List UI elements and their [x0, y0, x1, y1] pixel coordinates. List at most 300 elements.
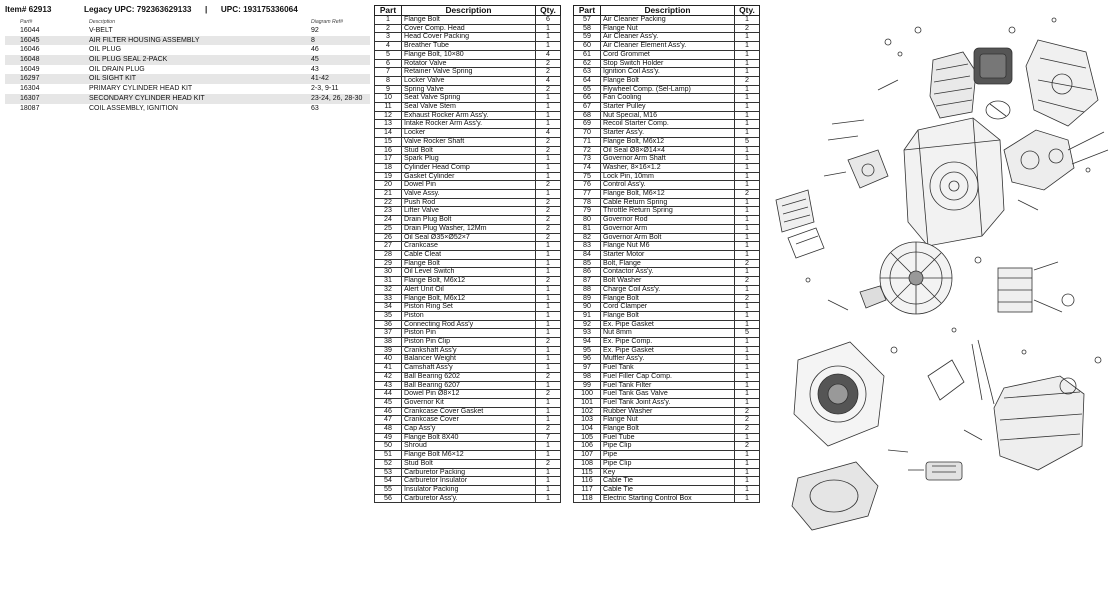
part-description: Nut Special, M16: [601, 111, 735, 120]
part-qty: 7: [536, 433, 561, 442]
part-description: Governor Arm Bolt: [601, 233, 735, 242]
part-qty: 1: [536, 120, 561, 129]
parts-row: [375, 85, 561, 94]
kit-diagram-ref: 8: [311, 36, 315, 44]
part-qty: 1: [536, 259, 561, 268]
parts-row: [375, 425, 561, 434]
part-qty: 2: [735, 259, 760, 268]
parts-row: [574, 76, 760, 85]
part-number: 91: [574, 311, 601, 320]
kit-description: AIR FILTER HOUSING ASSEMBLY: [89, 36, 200, 44]
part-description: Pipe Clip: [601, 442, 735, 451]
part-qty: 1: [536, 494, 561, 503]
parts-row: [574, 242, 760, 251]
parts-row: [375, 146, 561, 155]
parts-row: [375, 442, 561, 451]
part-description: Cable Tie: [601, 485, 735, 494]
part-qty: 1: [735, 268, 760, 277]
part-description: Valve Rocker Shaft: [402, 137, 536, 146]
part-description: Electric Starting Control Box: [601, 494, 735, 503]
part-number: 22: [375, 198, 402, 207]
part-number: 70: [574, 129, 601, 138]
part-description: Cap Ass'y: [402, 425, 536, 434]
parts-row: [375, 398, 561, 407]
part-description: Intake Rocker Arm Ass'y.: [402, 120, 536, 129]
parts-row: [375, 137, 561, 146]
part-qty: 1: [536, 190, 561, 199]
item-number: Item# 62913: [5, 5, 52, 14]
parts-row: [574, 50, 760, 59]
parts-row: [574, 338, 760, 347]
part-qty: 1: [536, 268, 561, 277]
part-qty: 2: [536, 68, 561, 77]
part-qty: 1: [735, 355, 760, 364]
part-qty: 5: [735, 137, 760, 146]
parts-row: [574, 433, 760, 442]
part-qty: 1: [735, 285, 760, 294]
part-description: Push Rod: [402, 198, 536, 207]
part-description: Fuel Tank Joint Ass'y.: [601, 398, 735, 407]
part-description: Fuel Tube: [601, 433, 735, 442]
item-header: [5, 4, 370, 15]
part-number: 58: [574, 24, 601, 33]
part-number: 78: [574, 198, 601, 207]
part-qty: 1: [735, 198, 760, 207]
kit-row: [5, 26, 370, 36]
parts-row: [574, 311, 760, 320]
part-description: Lock Pin, 10mm: [601, 172, 735, 181]
part-qty: 1: [735, 303, 760, 312]
parts-row: [574, 285, 760, 294]
part-qty: 2: [536, 146, 561, 155]
part-number: 66: [574, 94, 601, 103]
part-description: Flange Bolt, M6x12: [402, 294, 536, 303]
part-qty: 1: [735, 129, 760, 138]
part-description: Piston: [402, 311, 536, 320]
kit-part-number: 16307: [20, 94, 40, 102]
part-description: Recoil Starter Comp.: [601, 120, 735, 129]
part-description: Fan Cooling: [601, 94, 735, 103]
part-description: Flange Nut M6: [601, 242, 735, 251]
part-description: Air Cleaner Element Ass'y.: [601, 42, 735, 51]
part-number: 11: [375, 103, 402, 112]
part-description: Fuel Filler Cap Comp.: [601, 372, 735, 381]
parts-row: [375, 268, 561, 277]
part-qty: 1: [735, 250, 760, 259]
kit-row: [5, 84, 370, 94]
parts-row: [375, 181, 561, 190]
carburetor-drawing: [824, 120, 888, 188]
kit-part-number: 18087: [20, 104, 40, 112]
part-qty: 1: [735, 433, 760, 442]
part-qty: 2: [735, 190, 760, 199]
parts-row: [375, 416, 561, 425]
part-description: Oil Seal Ø8×Ø14×4: [601, 146, 735, 155]
part-description: Cord Grommet: [601, 50, 735, 59]
parts-row: [574, 111, 760, 120]
part-description: Flange Bolt, M6×12: [601, 190, 735, 199]
part-qty: 1: [735, 233, 760, 242]
starter-motor-drawing: [998, 262, 1074, 312]
parts-row: [375, 16, 561, 25]
part-number: 88: [574, 285, 601, 294]
part-description: Fuel Tank Gas Valve: [601, 390, 735, 399]
parts-row: [574, 181, 760, 190]
cylinder-head-drawing: [974, 40, 1098, 126]
part-qty: 2: [735, 76, 760, 85]
air-filter-drawing: [776, 190, 824, 258]
part-number: 30: [375, 268, 402, 277]
part-number: 45: [375, 398, 402, 407]
part-number: 51: [375, 451, 402, 460]
part-description: Cover Comp. Head: [402, 24, 536, 33]
parts-row: [574, 103, 760, 112]
parts-table-right: [573, 5, 760, 503]
part-qty: 2: [735, 416, 760, 425]
kit-row: [5, 45, 370, 55]
part-description: Ex. Pipe Gasket: [601, 346, 735, 355]
part-description: Flange Bolt M6×12: [402, 451, 536, 460]
part-description: Stud Bolt: [402, 146, 536, 155]
parts-row: [375, 477, 561, 486]
part-number: 2: [375, 24, 402, 33]
parts-row: [574, 59, 760, 68]
part-qty: 4: [536, 129, 561, 138]
part-qty: 2: [735, 24, 760, 33]
part-description: Charge Coil Ass'y.: [601, 285, 735, 294]
part-description: Pipe: [601, 451, 735, 460]
part-qty: 1: [536, 442, 561, 451]
part-description: Insulator Packing: [402, 485, 536, 494]
part-number: 73: [574, 155, 601, 164]
part-description: Oil Seal Ø35×Ø52×7: [402, 233, 536, 242]
part-description: Connecting Rod Ass'y: [402, 320, 536, 329]
part-number: 108: [574, 459, 601, 468]
part-qty: 1: [735, 120, 760, 129]
part-number: 86: [574, 268, 601, 277]
part-qty: 1: [735, 181, 760, 190]
part-description: Bolt, Flange: [601, 259, 735, 268]
part-number: 49: [375, 433, 402, 442]
part-description: Flange Bolt: [601, 425, 735, 434]
part-description: Rubber Washer: [601, 407, 735, 416]
part-qty: 1: [536, 364, 561, 373]
part-number: 74: [574, 163, 601, 172]
parts-row: [574, 155, 760, 164]
part-qty: 1: [735, 311, 760, 320]
part-number: 35: [375, 311, 402, 320]
parts-row: [574, 33, 760, 42]
parts-row: [375, 407, 561, 416]
part-number: 64: [574, 76, 601, 85]
part-qty: 2: [536, 338, 561, 347]
parts-row: [574, 494, 760, 503]
parts-row: [574, 320, 760, 329]
part-number: 84: [574, 250, 601, 259]
parts-row: [574, 146, 760, 155]
part-number: 79: [574, 207, 601, 216]
kit-description: V-BELT: [89, 27, 113, 34]
part-number: 12: [375, 111, 402, 120]
part-number: 82: [574, 233, 601, 242]
parts-row: [375, 224, 561, 233]
part-description: Flange Bolt, 10×80: [402, 50, 536, 59]
part-number: 23: [375, 207, 402, 216]
part-qty: 2: [735, 294, 760, 303]
part-number: 43: [375, 381, 402, 390]
parts-row: [574, 207, 760, 216]
parts-row: [574, 442, 760, 451]
part-description: Flange Bolt: [402, 16, 536, 25]
part-number: 6: [375, 59, 402, 68]
parts-row: [574, 137, 760, 146]
part-description: Starter Pulley: [601, 103, 735, 112]
part-number: 59: [574, 33, 601, 42]
col-qty: Qty.: [536, 6, 561, 16]
parts-row: [375, 459, 561, 468]
parts-row: [574, 303, 760, 312]
part-number: 4: [375, 42, 402, 51]
parts-row: [574, 250, 760, 259]
part-qty: 1: [536, 155, 561, 164]
recoil-starter-drawing: [792, 342, 884, 530]
part-number: 40: [375, 355, 402, 364]
parts-row: [375, 381, 561, 390]
part-number: 53: [375, 468, 402, 477]
parts-row: [574, 190, 760, 199]
part-number: 8: [375, 76, 402, 85]
part-number: 95: [574, 346, 601, 355]
part-qty: 1: [536, 329, 561, 338]
part-description: Shroud: [402, 442, 536, 451]
kit-description: OIL SIGHT KIT: [89, 75, 137, 83]
part-description: Seal Valve Stem: [402, 103, 536, 112]
part-qty: 1: [536, 303, 561, 312]
part-qty: 1: [735, 103, 760, 112]
part-qty: 1: [735, 146, 760, 155]
kit-description: SECONDARY CYLINDER HEAD KIT: [89, 94, 205, 102]
part-qty: 1: [536, 285, 561, 294]
part-description: Spring Valve: [402, 85, 536, 94]
part-qty: 1: [536, 163, 561, 172]
parts-row: [375, 76, 561, 85]
part-number: 104: [574, 425, 601, 434]
part-qty: 1: [735, 50, 760, 59]
part-qty: 2: [536, 198, 561, 207]
part-description: Flange Bolt, M6x12: [601, 137, 735, 146]
header-separator: |: [204, 5, 208, 14]
part-number: 69: [574, 120, 601, 129]
kit-description: OIL PLUG SEAL 2-PACK: [89, 56, 168, 64]
part-number: 57: [574, 16, 601, 25]
part-number: 31: [375, 277, 402, 286]
part-qty: 1: [735, 172, 760, 181]
part-number: 39: [375, 346, 402, 355]
part-description: Bolt Washer: [601, 277, 735, 286]
parts-row: [375, 277, 561, 286]
part-number: 102: [574, 407, 601, 416]
part-number: 65: [574, 85, 601, 94]
parts-row: [375, 451, 561, 460]
kit-table: [5, 26, 370, 113]
kit-diagram-ref: 46: [311, 46, 319, 54]
part-number: 101: [574, 398, 601, 407]
part-description: Dowel Pin: [402, 181, 536, 190]
part-number: 60: [574, 42, 601, 51]
part-description: Cable Return Spring: [601, 198, 735, 207]
parts-row: [574, 277, 760, 286]
part-description: Key: [601, 468, 735, 477]
kit-part-number: 16049: [20, 65, 40, 73]
part-number: 117: [574, 485, 601, 494]
part-description: Flange Nut: [601, 24, 735, 33]
parts-row: [574, 42, 760, 51]
part-qty: 1: [735, 42, 760, 51]
part-qty: 1: [735, 494, 760, 503]
parts-row: [375, 50, 561, 59]
part-description: Flange Bolt: [601, 76, 735, 85]
kit-row: [5, 104, 370, 114]
parts-row: [375, 242, 561, 251]
muffler-drawing: [908, 462, 962, 480]
part-qty: 1: [536, 355, 561, 364]
parts-row: [574, 224, 760, 233]
part-number: 68: [574, 111, 601, 120]
part-qty: 4: [536, 76, 561, 85]
part-qty: 2: [536, 137, 561, 146]
kit-description: COIL ASSEMBLY, IGNITION: [89, 104, 178, 112]
kit-diagram-ref: 23-24, 26, 28-30: [311, 94, 363, 102]
part-description: Crankcase Cover Gasket: [402, 407, 536, 416]
part-description: Governor Rod: [601, 216, 735, 225]
kit-part-number: 16044: [20, 27, 40, 34]
part-number: 50: [375, 442, 402, 451]
part-description: Governor Kit: [402, 398, 536, 407]
part-description: Spark Plug: [402, 155, 536, 164]
part-qty: 2: [536, 390, 561, 399]
kit-col-description: Description: [89, 19, 115, 25]
part-qty: 1: [536, 103, 561, 112]
kit-part-number: 16297: [20, 75, 40, 83]
part-description: Locker: [402, 129, 536, 138]
part-qty: 1: [735, 33, 760, 42]
kit-part-number: 16046: [20, 46, 40, 54]
part-number: 41: [375, 364, 402, 373]
part-number: 36: [375, 320, 402, 329]
part-qty: 1: [536, 33, 561, 42]
part-description: Flywheel Comp. (Sel-Lamp): [601, 85, 735, 94]
kit-col-ref: Diagram Ref#: [311, 19, 344, 25]
parts-row: [375, 68, 561, 77]
part-number: 46: [375, 407, 402, 416]
kit-col-part: Part#: [20, 19, 33, 25]
part-qty: 1: [735, 338, 760, 347]
part-qty: 4: [536, 50, 561, 59]
part-number: 62: [574, 59, 601, 68]
parts-row: [574, 85, 760, 94]
part-description: Flange Bolt 8X40: [402, 433, 536, 442]
part-description: Flange Bolt: [601, 294, 735, 303]
part-number: 89: [574, 294, 601, 303]
part-description: Air Cleaner Ass'y.: [601, 33, 735, 42]
parts-row: [574, 468, 760, 477]
parts-row: [574, 477, 760, 486]
part-description: Gasket Cylinder: [402, 172, 536, 181]
part-qty: 2: [536, 85, 561, 94]
part-qty: 2: [536, 277, 561, 286]
part-qty: 1: [735, 242, 760, 251]
part-qty: 2: [536, 372, 561, 381]
parts-row: [574, 294, 760, 303]
parts-row: [375, 155, 561, 164]
part-number: 15: [375, 137, 402, 146]
part-number: 54: [375, 477, 402, 486]
parts-row: [574, 24, 760, 33]
part-qty: 1: [735, 68, 760, 77]
part-description: Exhaust Rocker Arm Ass'y.: [402, 111, 536, 120]
part-number: 107: [574, 451, 601, 460]
parts-row: [574, 198, 760, 207]
parts-row: [375, 172, 561, 181]
part-qty: 1: [536, 24, 561, 33]
parts-row: [375, 163, 561, 172]
part-qty: 2: [536, 216, 561, 225]
parts-row: [375, 33, 561, 42]
part-qty: 1: [735, 155, 760, 164]
part-qty: 1: [536, 381, 561, 390]
part-number: 105: [574, 433, 601, 442]
col-qty: Qty.: [735, 6, 760, 16]
parts-row: [375, 111, 561, 120]
part-qty: 6: [536, 16, 561, 25]
part-description: Valve Assy.: [402, 190, 536, 199]
part-number: 61: [574, 50, 601, 59]
parts-row: [375, 120, 561, 129]
part-number: 55: [375, 485, 402, 494]
part-qty: 1: [735, 468, 760, 477]
parts-row: [574, 329, 760, 338]
part-number: 33: [375, 294, 402, 303]
part-description: Contactor Ass'y.: [601, 268, 735, 277]
part-description: Ignition Coil Ass'y.: [601, 68, 735, 77]
part-number: 93: [574, 329, 601, 338]
part-description: Crankcase: [402, 242, 536, 251]
parts-row: [574, 94, 760, 103]
part-qty: 1: [735, 398, 760, 407]
parts-row: [574, 346, 760, 355]
part-number: 96: [574, 355, 601, 364]
part-qty: 1: [735, 485, 760, 494]
part-qty: 1: [735, 85, 760, 94]
parts-row: [574, 416, 760, 425]
part-qty: 1: [536, 242, 561, 251]
part-qty: 2: [735, 442, 760, 451]
parts-row: [375, 303, 561, 312]
part-number: 76: [574, 181, 601, 190]
parts-row: [375, 468, 561, 477]
part-description: Crankshaft Ass'y: [402, 346, 536, 355]
part-number: 80: [574, 216, 601, 225]
part-number: 115: [574, 468, 601, 477]
part-description: Carburetor Insulator: [402, 477, 536, 486]
col-part: Part: [375, 6, 402, 16]
parts-row: [375, 355, 561, 364]
part-qty: 2: [536, 425, 561, 434]
part-number: 92: [574, 320, 601, 329]
part-number: 72: [574, 146, 601, 155]
part-qty: 1: [536, 407, 561, 416]
part-description: Ball Bearing 6207: [402, 381, 536, 390]
